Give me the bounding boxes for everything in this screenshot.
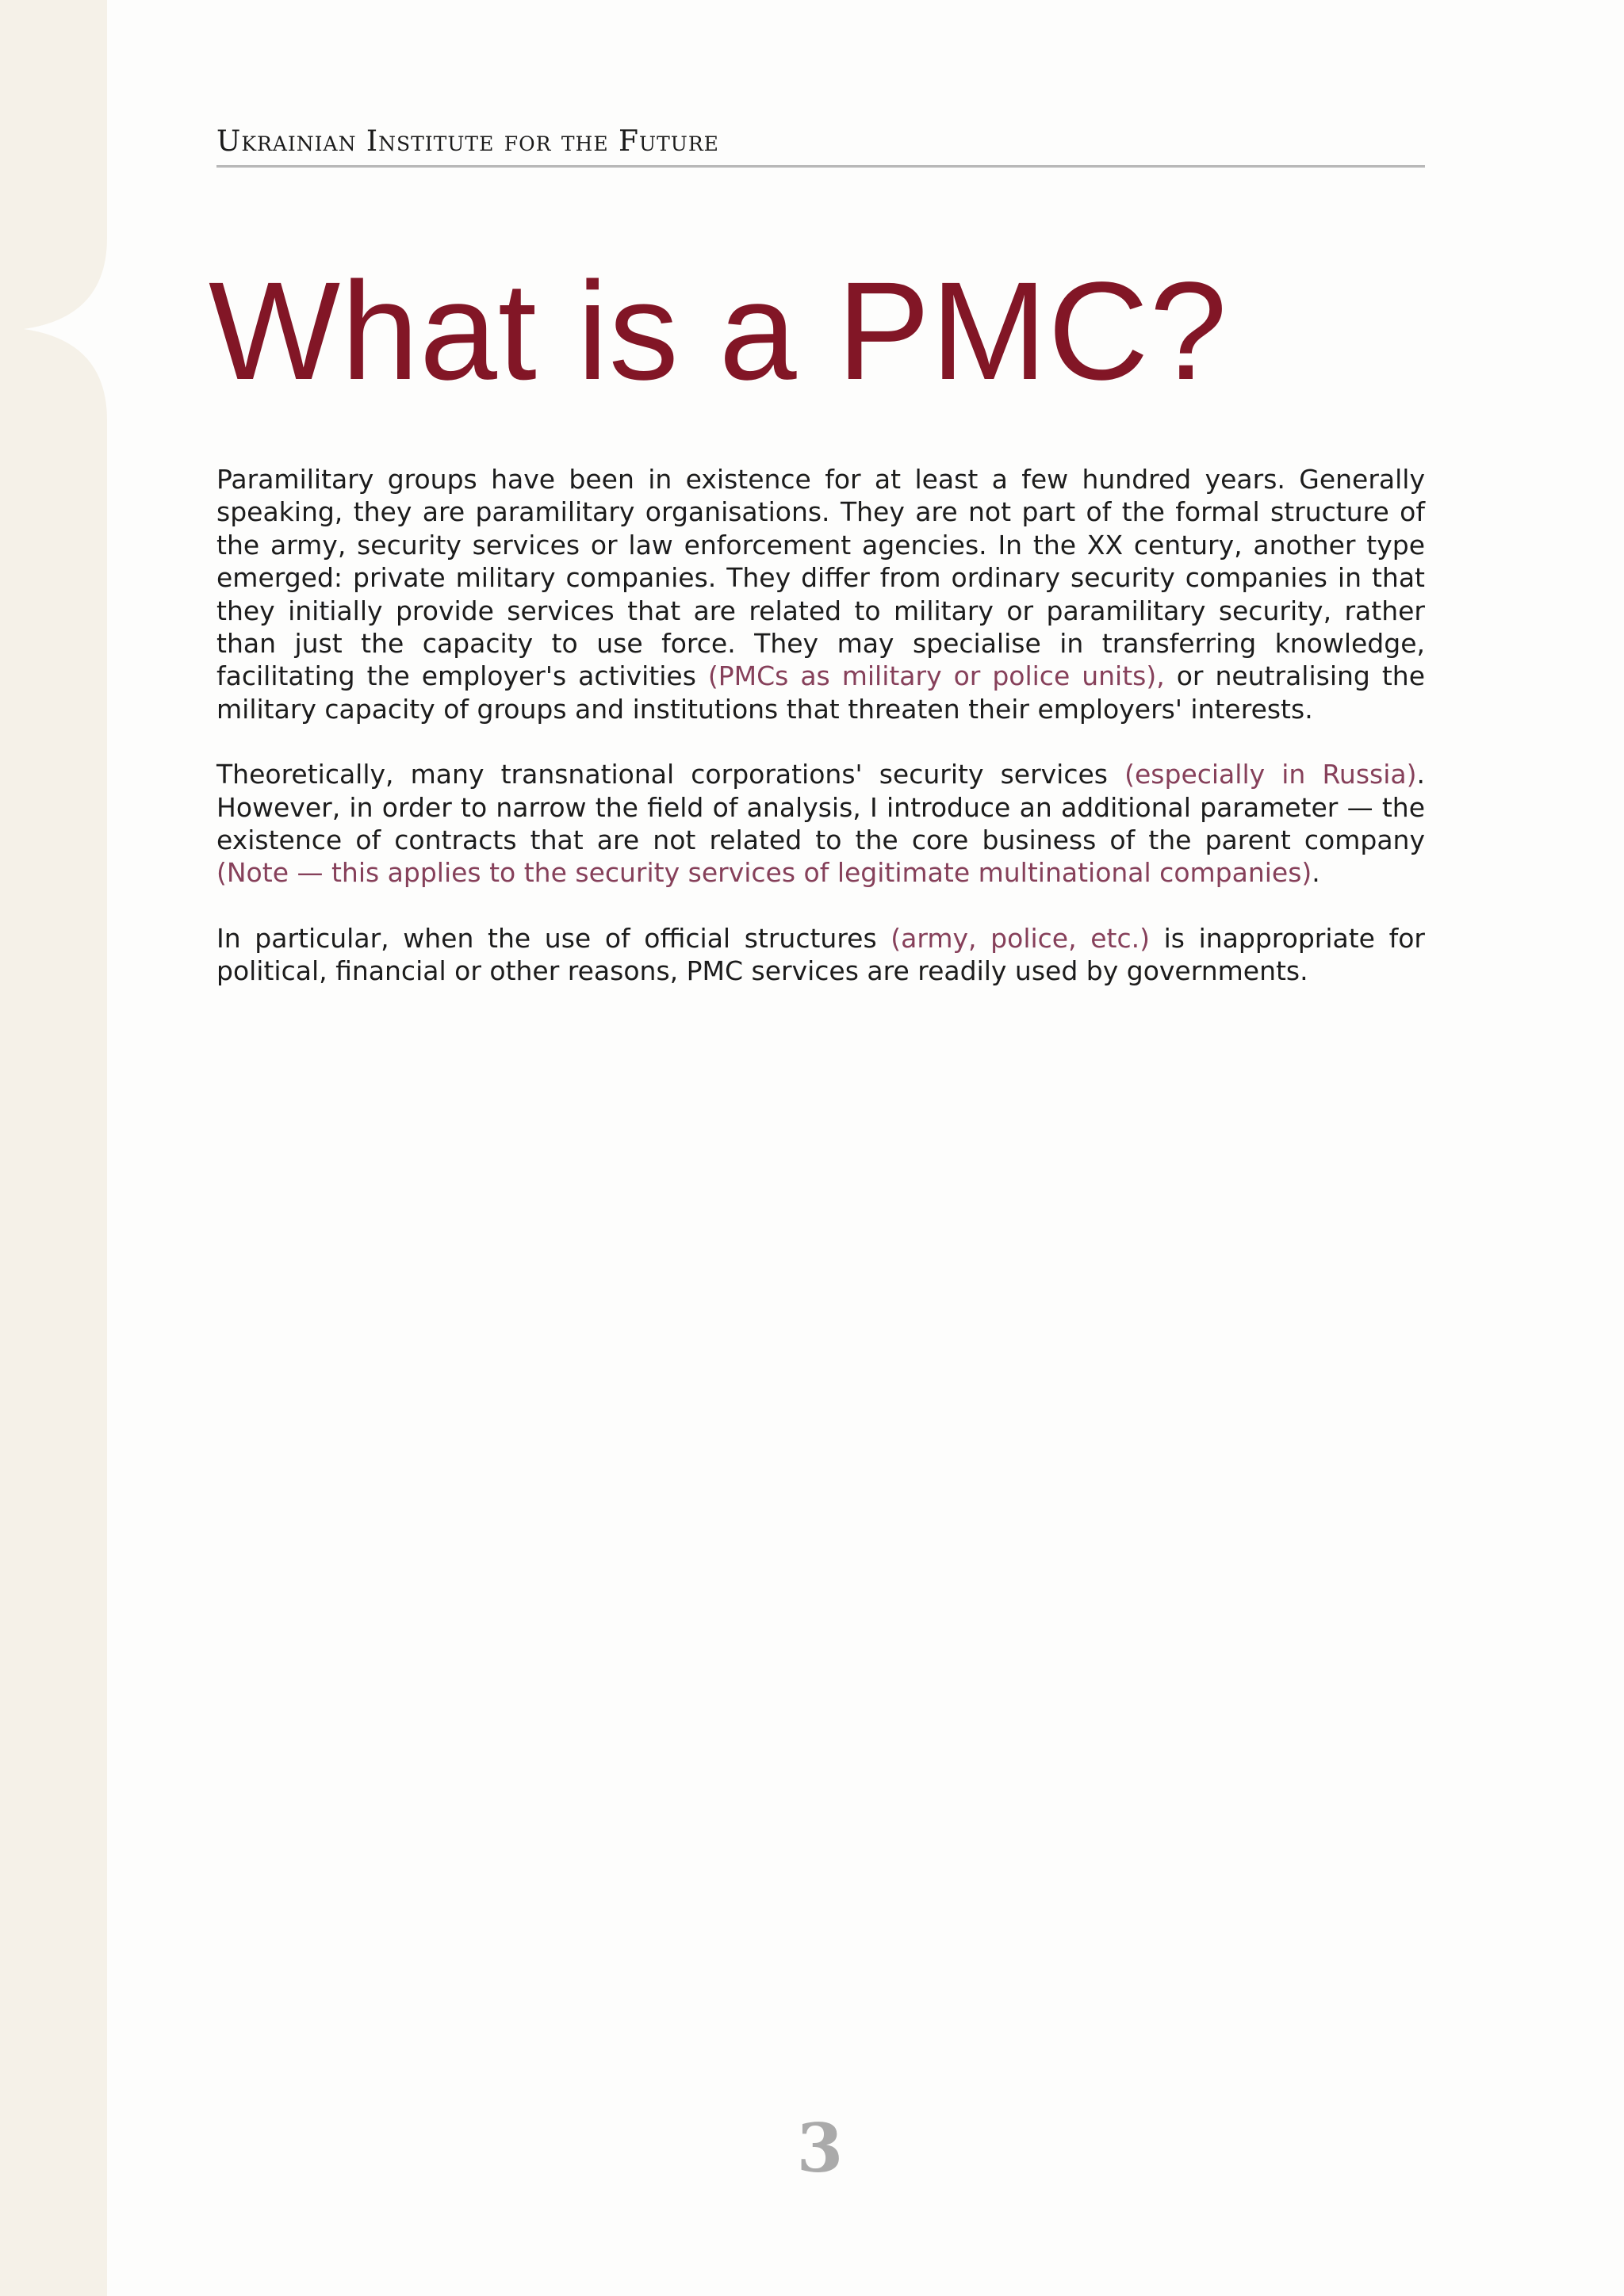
page-number: 3: [796, 2109, 844, 2187]
paragraph-text: . However, in order to narrow the field of analysis, I introduce an additional parameter — the existence of contracts that are not related to the core business of the parent company: [216, 759, 1425, 856]
paragraph-text: is inappropriate for political, financial or other reasons, PMC services are readily used by governments.: [216, 922, 1425, 987]
paragraph-text: .: [1312, 857, 1320, 889]
header-divider: [216, 165, 1425, 168]
page-header: [216, 124, 1425, 168]
paragraph-text: or neutralising the military capacity of groups and institutions that threaten their employers' interests.: [216, 660, 1425, 725]
paragraph-text: Theoretically, many transnational corporations' security services: [216, 759, 1125, 790]
parenthetical-note: (especially in Russia): [1124, 759, 1417, 790]
institute-name: Ukrainian Institute for the Future: [216, 125, 719, 158]
paragraph-text: Paramilitary groups have been in existence for at least a few hundred years. Generally speaking, they are paramilitary organisations. They are not part of the formal structure of the army, security services or law enforcement agencies. In the XX century, another type emerged: private military companies. They differ from ordinary security companies in that they initially provide services that are related to military or paramilitary security, rather than just the capacity to use force. They may specialise in transferring knowledge, facilitating the employer's activities: [216, 464, 1425, 692]
paragraph-text: In particular, when the use of official structures: [216, 922, 891, 954]
parenthetical-note: (Note — this applies to the security services of legitimate multinational companies): [216, 857, 1312, 889]
parenthetical-note: (PMCs as military or police units),: [707, 660, 1165, 692]
paragraph-2: [216, 758, 1425, 890]
page-title: What is a PMC?: [209, 254, 1228, 409]
paragraph-1: [216, 463, 1425, 725]
decorative-side-band: [0, 0, 119, 2296]
paragraph-3: [216, 922, 1425, 988]
parenthetical-note: (army, police, etc.): [891, 922, 1150, 954]
article-body: [216, 463, 1425, 1020]
